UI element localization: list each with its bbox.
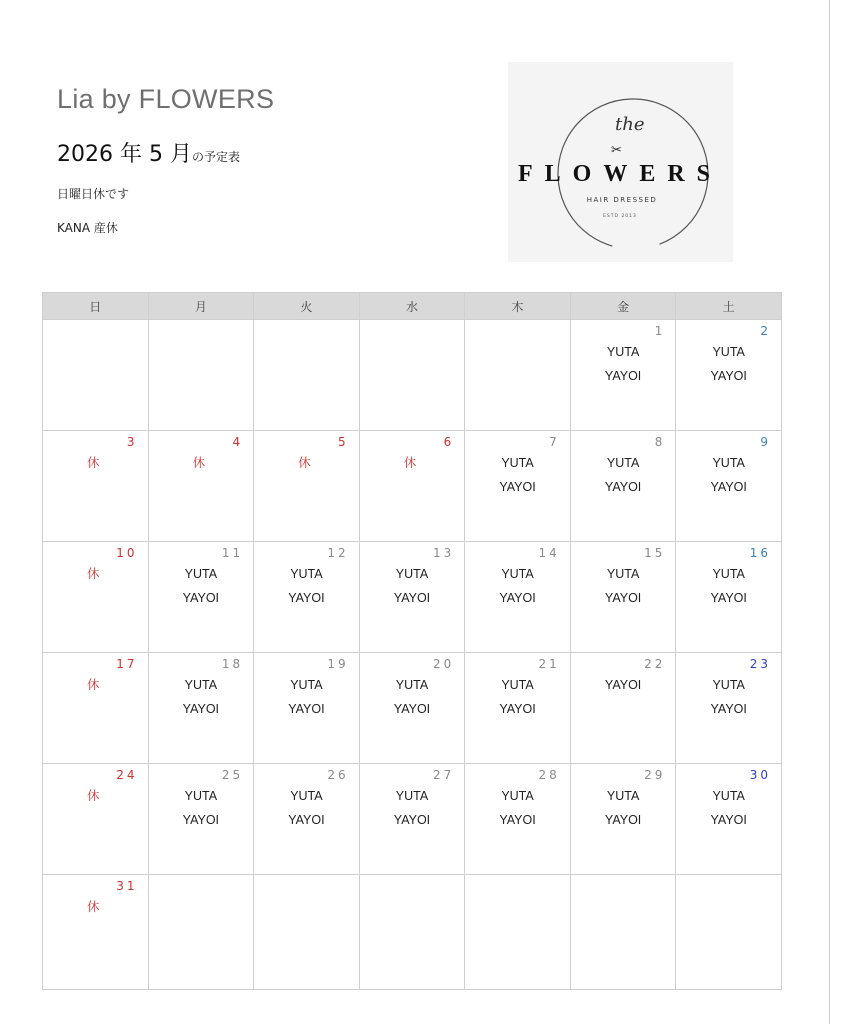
- calendar-day-cell: [254, 320, 360, 431]
- staff-name: YAYOI: [288, 702, 325, 716]
- staff-name: YAYOI: [182, 702, 220, 716]
- staff-name: YUTA: [712, 567, 745, 581]
- day-number: 28: [538, 768, 560, 782]
- calendar-day-cell: [359, 875, 465, 990]
- day-number: 12: [327, 546, 349, 560]
- day-number: 30: [749, 768, 771, 782]
- calendar-day-cell: [43, 320, 149, 431]
- staff-name: YAYOI: [604, 369, 642, 383]
- calendar-day-cell: [465, 875, 571, 990]
- calendar-day-cell: [148, 764, 254, 875]
- day-number: [254, 875, 359, 895]
- logo-est: ESTD 2013: [603, 214, 637, 219]
- calendar-day-cell: [359, 764, 465, 875]
- logo-brand-text: FLOWERS: [517, 161, 723, 187]
- calendar-day-cell: [570, 320, 676, 431]
- staff-name: YAYOI: [604, 678, 642, 692]
- staff-name: YUTA: [712, 456, 745, 470]
- day-number: 31: [116, 879, 138, 893]
- staff-name: YUTA: [290, 678, 323, 692]
- day-number: [465, 875, 570, 895]
- staff-leave-notice: KANA 産休: [57, 221, 118, 235]
- closed-label: 休: [87, 899, 100, 914]
- staff-name: YUTA: [712, 678, 745, 692]
- staff-name: YUTA: [606, 456, 640, 470]
- day-number: 13: [432, 546, 455, 560]
- staff-name: YAYOI: [604, 813, 642, 827]
- day-number: 2: [760, 324, 771, 338]
- calendar-day-cell: [676, 653, 782, 764]
- calendar-day-cell: [148, 875, 254, 990]
- staff-name: YAYOI: [499, 591, 536, 605]
- staff-name: YAYOI: [288, 591, 325, 605]
- calendar-day-cell: [359, 542, 465, 653]
- calendar-day-cell: [465, 653, 571, 764]
- calendar-day-cell: [43, 875, 149, 990]
- calendar-day-cell: [676, 875, 782, 990]
- calendar-day-cell: [676, 542, 782, 653]
- calendar-day-cell: [254, 542, 360, 653]
- day-number: 20: [432, 657, 455, 671]
- day-number: 24: [116, 768, 138, 782]
- calendar-day-cell: [465, 542, 571, 653]
- calendar-week-row: [43, 764, 782, 875]
- day-number: 16: [749, 546, 771, 560]
- calendar-week-row: [43, 653, 782, 764]
- day-number: [360, 320, 465, 340]
- calendar-week-row: [43, 320, 782, 431]
- day-number: 17: [116, 657, 138, 671]
- closed-label: 休: [87, 788, 100, 803]
- salon-name: Lia by FLOWERS: [57, 84, 275, 114]
- day-number: 15: [644, 546, 666, 560]
- weekday-header-mon: 月: [148, 293, 254, 320]
- weekday-header-thu: 木: [465, 293, 571, 320]
- calendar-day-cell: [43, 542, 149, 653]
- calendar-day-cell: [148, 653, 254, 764]
- flowers-logo: [508, 62, 733, 262]
- day-number: 1: [654, 324, 666, 338]
- schedule-suffix: の予定表: [191, 150, 240, 164]
- calendar-day-cell: [254, 764, 360, 875]
- calendar-day-cell: [570, 653, 676, 764]
- calendar-week-row: [43, 875, 782, 990]
- day-number: 25: [221, 768, 244, 782]
- staff-name: YAYOI: [710, 369, 747, 383]
- staff-name: YUTA: [501, 456, 534, 470]
- staff-name: YUTA: [712, 345, 745, 359]
- staff-name: YUTA: [184, 789, 218, 803]
- day-number: 22: [644, 657, 666, 671]
- day-number: 27: [432, 768, 455, 782]
- staff-name: YAYOI: [182, 813, 220, 827]
- staff-name: YUTA: [184, 567, 218, 581]
- day-number: 14: [538, 546, 560, 560]
- staff-name: YAYOI: [710, 813, 747, 827]
- logo-the-text: the: [615, 114, 645, 135]
- calendar-day-cell: [254, 431, 360, 542]
- staff-name: YUTA: [290, 789, 323, 803]
- calendar-day-cell: [43, 653, 149, 764]
- calendar-day-cell: [570, 431, 676, 542]
- staff-name: YAYOI: [604, 480, 642, 494]
- weekday-header-tue: 火: [254, 293, 360, 320]
- staff-name: YAYOI: [710, 480, 747, 494]
- staff-name: YUTA: [395, 789, 429, 803]
- day-number: 5: [338, 435, 349, 449]
- calendar-day-cell: [359, 653, 465, 764]
- calendar-day-cell: [148, 542, 254, 653]
- calendar-day-cell: [676, 764, 782, 875]
- staff-name: YAYOI: [499, 813, 536, 827]
- staff-name: YAYOI: [710, 591, 747, 605]
- staff-name: YAYOI: [393, 702, 431, 716]
- day-number: 21: [538, 657, 560, 671]
- calendar-day-cell: [570, 542, 676, 653]
- calendar-day-cell: [43, 764, 149, 875]
- staff-name: YUTA: [395, 678, 429, 692]
- staff-name: YUTA: [501, 678, 534, 692]
- day-number: 11: [221, 546, 244, 560]
- logo-tagline: HAIR DRESSED: [586, 196, 658, 204]
- staff-name: YUTA: [290, 567, 323, 581]
- calendar-day-cell: [254, 875, 360, 990]
- staff-name: YAYOI: [182, 591, 220, 605]
- day-number: 26: [327, 768, 349, 782]
- calendar-week-row: [43, 431, 782, 542]
- closed-label: 休: [298, 455, 311, 470]
- closed-label: 休: [192, 455, 206, 470]
- weekday-header-sat: 土: [676, 293, 782, 320]
- day-number: [465, 320, 570, 340]
- weekday-header-row: [43, 293, 782, 320]
- day-number: 10: [116, 546, 138, 560]
- day-number: 9: [760, 435, 771, 449]
- day-number: 19: [327, 657, 349, 671]
- day-number: 7: [549, 435, 560, 449]
- closed-label: 休: [87, 455, 100, 470]
- day-number: [360, 875, 465, 895]
- staff-name: YAYOI: [710, 702, 747, 716]
- day-number: 3: [126, 435, 138, 449]
- day-number: [571, 875, 676, 895]
- calendar-day-cell: [43, 431, 149, 542]
- staff-name: YUTA: [606, 789, 640, 803]
- day-number: [676, 875, 781, 895]
- calendar-day-cell: [465, 764, 571, 875]
- closed-label: 休: [87, 566, 100, 581]
- day-number: [43, 320, 148, 340]
- calendar-day-cell: [254, 653, 360, 764]
- calendar-day-cell: [148, 431, 254, 542]
- closed-label: 休: [403, 455, 417, 470]
- calendar-day-cell: [676, 431, 782, 542]
- staff-name: YAYOI: [393, 591, 431, 605]
- staff-name: YAYOI: [288, 813, 325, 827]
- closed-notice: 日曜日休です: [57, 187, 130, 201]
- closed-label: 休: [87, 677, 100, 692]
- schedule-year-month: 2026 年 5 月: [57, 142, 192, 167]
- calendar-body: [43, 320, 782, 990]
- staff-name: YAYOI: [393, 813, 431, 827]
- staff-name: YUTA: [606, 345, 640, 359]
- calendar-day-cell: [570, 764, 676, 875]
- staff-name: YUTA: [501, 789, 534, 803]
- staff-name: YAYOI: [604, 591, 642, 605]
- calendar-day-cell: [465, 320, 571, 431]
- flowers-logo-graphic: [508, 62, 733, 262]
- weekday-header-fri: 金: [570, 293, 676, 320]
- day-number: 18: [221, 657, 244, 671]
- staff-name: YUTA: [395, 567, 429, 581]
- day-number: [254, 320, 359, 340]
- staff-name: YUTA: [184, 678, 218, 692]
- day-number: [149, 875, 254, 895]
- staff-name: YUTA: [501, 567, 534, 581]
- staff-name: YAYOI: [499, 702, 536, 716]
- scissors-icon: ✂: [611, 143, 622, 158]
- page-edge-divider: [829, 0, 830, 1024]
- schedule-title: [57, 137, 240, 168]
- day-number: 8: [654, 435, 666, 449]
- day-number: 29: [644, 768, 666, 782]
- schedule-calendar: [42, 292, 782, 990]
- calendar-day-cell: [359, 320, 465, 431]
- calendar-day-cell: [465, 431, 571, 542]
- calendar-day-cell: [359, 431, 465, 542]
- calendar-day-cell: [570, 875, 676, 990]
- day-number: 23: [749, 657, 771, 671]
- calendar-day-cell: [148, 320, 254, 431]
- calendar-week-row: [43, 542, 782, 653]
- calendar-day-cell: [676, 320, 782, 431]
- day-number: 4: [232, 435, 244, 449]
- weekday-header-wed: 水: [359, 293, 465, 320]
- day-number: 6: [443, 435, 455, 449]
- staff-name: YUTA: [712, 789, 745, 803]
- day-number: [149, 320, 254, 340]
- staff-name: YUTA: [606, 567, 640, 581]
- weekday-header-sun: 日: [43, 293, 149, 320]
- staff-name: YAYOI: [499, 480, 536, 494]
